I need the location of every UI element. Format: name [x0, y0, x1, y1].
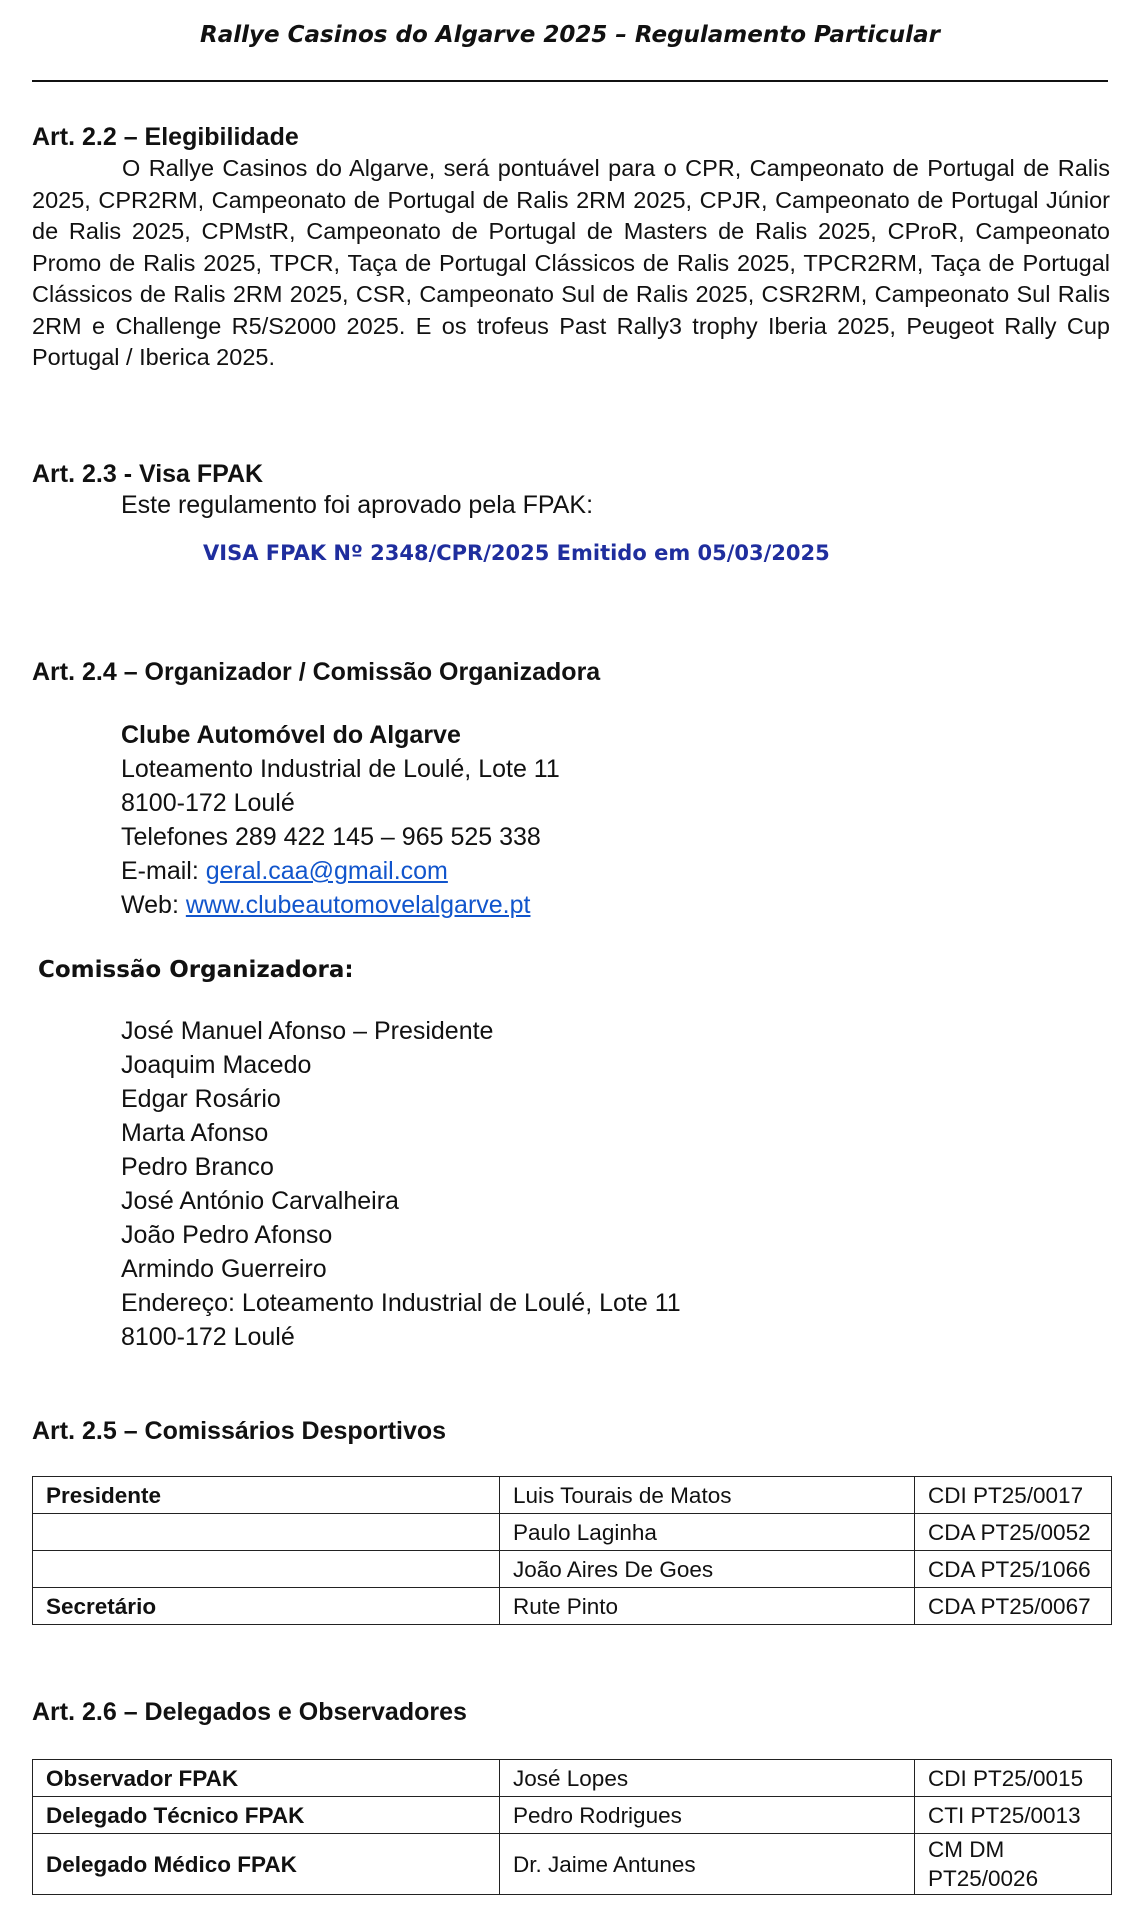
commission-address: Endereço: Loteamento Industrial de Loulé, Lote 11 [121, 1289, 681, 1317]
table-row [33, 1797, 1112, 1834]
commission-member: José Manuel Afonso – Presidente [121, 1017, 494, 1045]
name-cell: João Aires De Goes [500, 1551, 915, 1588]
art24-heading: Art. 2.4 – Organizador / Comissão Organizadora [32, 658, 601, 686]
table-row [33, 1514, 1112, 1551]
art25-heading: Art. 2.5 – Comissários Desportivos [32, 1417, 447, 1445]
name-cell: Dr. Jaime Antunes [500, 1834, 915, 1895]
role-cell: Delegado Técnico FPAK [33, 1797, 500, 1834]
web-link[interactable]: www.clubeautomovelalgarve.pt [185, 891, 531, 919]
commission-member: Edgar Rosário [121, 1085, 281, 1113]
email-label: E-mail: [121, 857, 206, 885]
visa-number: VISA FPAK Nº 2348/CPR/2025 Emitido em 05/03/2025 [203, 541, 830, 565]
commission-member: Armindo Guerreiro [121, 1255, 327, 1283]
role-cell: Delegado Médico FPAK [33, 1834, 500, 1895]
art22-heading: Art. 2.2 – Elegibilidade [32, 123, 299, 151]
license-cell: CDA PT25/0052 [915, 1514, 1112, 1551]
art26-heading: Art. 2.6 – Delegados e Observadores [32, 1698, 467, 1726]
commission-member: João Pedro Afonso [121, 1221, 333, 1249]
name-cell: Luis Tourais de Matos [500, 1477, 915, 1514]
club-postal: 8100-172 Loulé [121, 789, 295, 817]
art23-heading: Art. 2.3 - Visa FPAK [32, 460, 264, 488]
web-label: Web: [121, 891, 186, 919]
table-row [33, 1834, 1112, 1895]
stewards-table [32, 1476, 1112, 1625]
role-cell [33, 1551, 500, 1588]
header-divider [32, 80, 1108, 82]
role-cell: Secretário [33, 1588, 500, 1625]
commission-postal: 8100-172 Loulé [121, 1323, 295, 1351]
license-cell: CDA PT25/1066 [915, 1551, 1112, 1588]
club-name: Clube Automóvel do Algarve [121, 721, 461, 749]
license-cell: CM DM PT25/0026 [915, 1834, 1112, 1895]
license-cell: CDA PT25/0067 [915, 1588, 1112, 1625]
commission-member: Marta Afonso [121, 1119, 269, 1147]
license-cell: CDI PT25/0015 [915, 1760, 1112, 1797]
club-email-row [121, 856, 448, 886]
commission-member: Pedro Branco [121, 1153, 274, 1181]
commission-member: José António Carvalheira [121, 1187, 399, 1215]
role-cell [33, 1514, 500, 1551]
art23-text: Este regulamento foi aprovado pela FPAK: [121, 491, 594, 519]
email-link[interactable]: geral.caa@gmail.com [205, 857, 448, 885]
club-web-row [121, 890, 530, 920]
name-cell: Rute Pinto [500, 1588, 915, 1625]
club-address: Loteamento Industrial de Loulé, Lote 11 [121, 755, 560, 783]
commission-title: Comissão Organizadora: [38, 957, 354, 983]
license-cell: CTI PT25/0013 [915, 1797, 1112, 1834]
club-phones: Telefones 289 422 145 – 965 525 338 [121, 823, 541, 851]
name-cell: José Lopes [500, 1760, 915, 1797]
delegates-table [32, 1759, 1112, 1895]
table-row [33, 1477, 1112, 1514]
name-cell: Paulo Laginha [500, 1514, 915, 1551]
art22-text: O Rallye Casinos do Algarve, será pontuável para o CPR, Campeonato de Portugal de Ralis 2025, CPR2RM, Campeonato de Portugal de Ralis 2RM 2025, CPJR, Campeonato de Portugal Júnior de Ralis 2025, CPMstR, Campeonato de Portugal de Masters de Ralis 2025, CProR, Campeonato Promo de Ralis 2025, TPCR, Taça de Portugal Clássicos de Ralis 2025, TPCR2RM, Taça de Portugal Clássicos de Ralis 2RM 2025, CSR, Campeonato Sul de Ralis 2025, CSR2RM, Campeonato Sul Ralis 2RM e Challenge R5/S2000 2025. E os trofeus Past Rally3 trophy Iberia 2025, Peugeot Rally Cup Portugal / Iberica 2025. [32, 155, 1110, 370]
role-cell: Presidente [33, 1477, 500, 1514]
commission-member: Joaquim Macedo [121, 1051, 312, 1079]
document-header-title: Rallye Casinos do Algarve 2025 – Regulamento Particular [200, 22, 940, 48]
license-cell: CDI PT25/0017 [915, 1477, 1112, 1514]
name-cell: Pedro Rodrigues [500, 1797, 915, 1834]
table-row [33, 1551, 1112, 1588]
table-row [33, 1760, 1112, 1797]
role-cell: Observador FPAK [33, 1760, 500, 1797]
table-row [33, 1588, 1112, 1625]
